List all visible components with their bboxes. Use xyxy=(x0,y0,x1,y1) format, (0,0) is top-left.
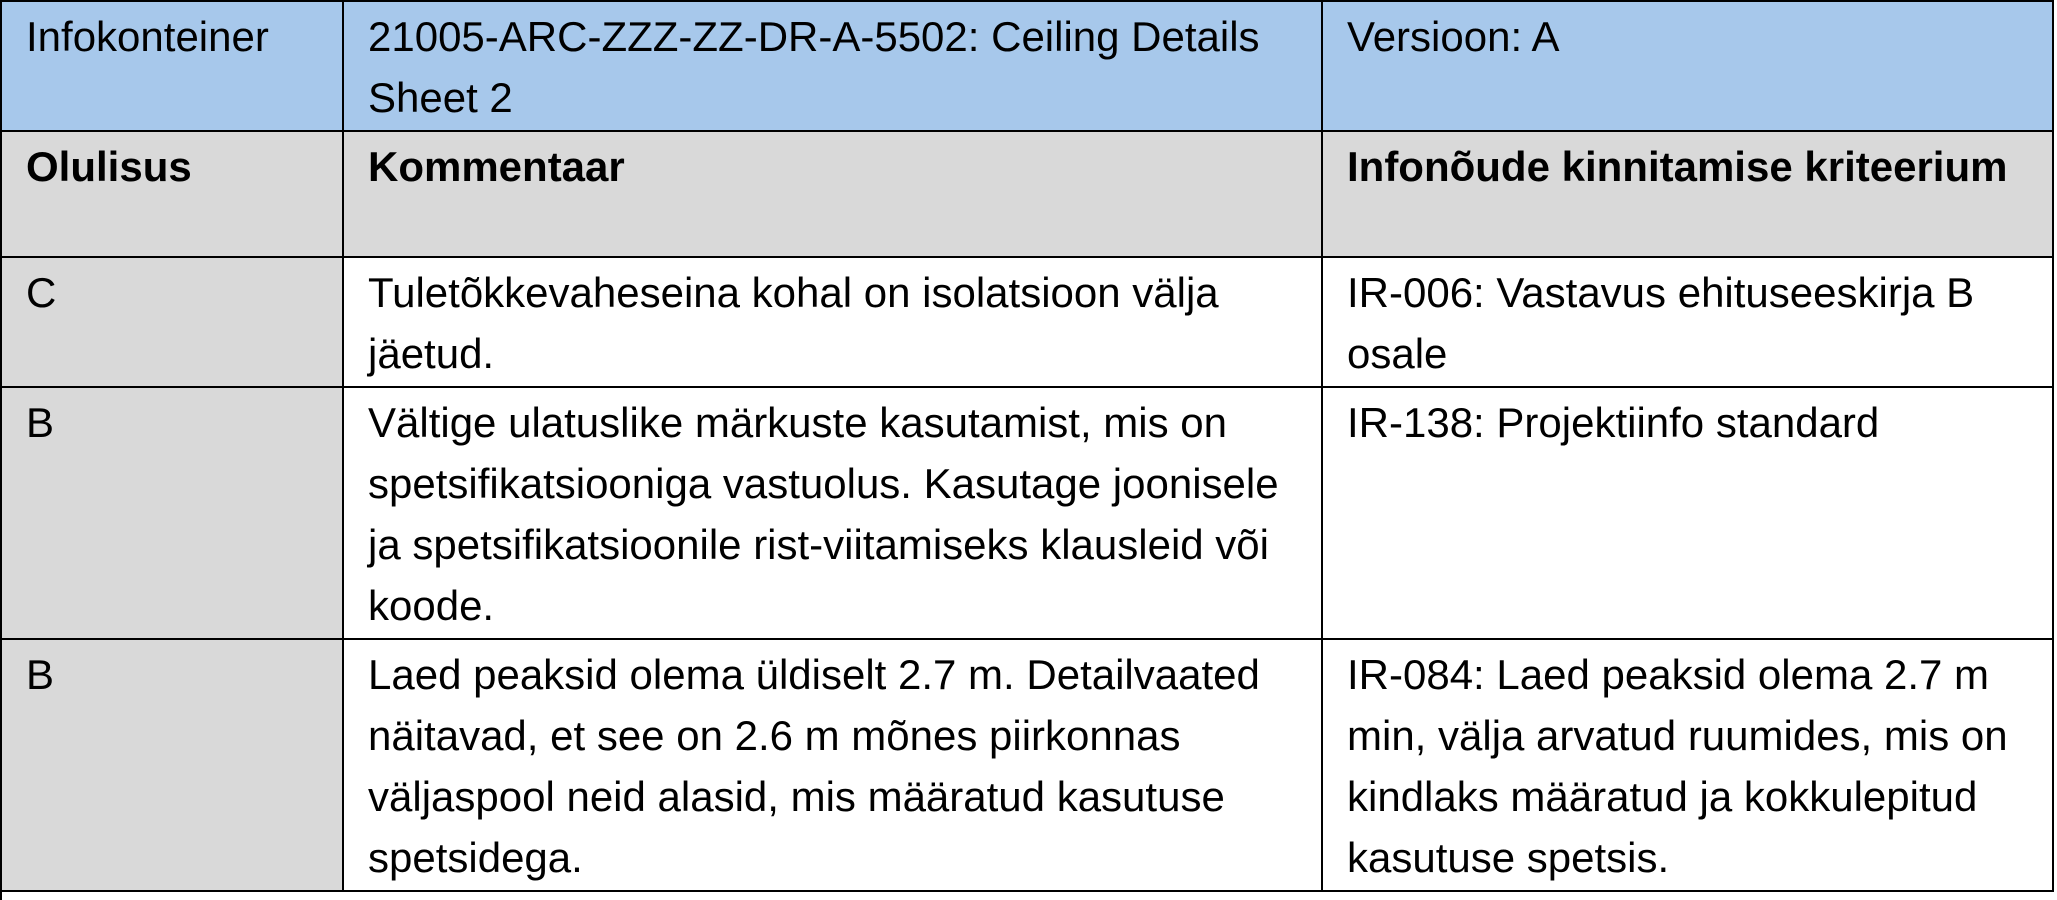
table-row xyxy=(1,257,2053,387)
table-row xyxy=(1,639,2053,891)
importance-cell: B xyxy=(1,639,343,891)
importance-cell: B xyxy=(1,387,343,639)
criterion-cell: IR-084: Laed peaksid olema 2.7 m min, välja arvatud ruumides, mis on kindlaks määratud ja kokkulepitud kasutuse spetsis. xyxy=(1322,639,2053,891)
info-container-header-row xyxy=(1,1,2053,131)
table-continuation-border xyxy=(0,892,2052,900)
document-title: 21005-ARC-ZZZ-ZZ-DR-A-5502: Ceiling Details Sheet 2 xyxy=(343,1,1322,131)
criterion-cell: IR-006: Vastavus ehituseeskirja B osale xyxy=(1322,257,2053,387)
info-container-label: Infokonteiner xyxy=(1,1,343,131)
importance-cell: C xyxy=(1,257,343,387)
comment-cell: Vältige ulatuslike märkuste kasutamist, mis on spetsifikatsiooniga vastuolus. Kasutage joonisele ja spetsifikatsioonile rist-viitamiseks klausleid või koode. xyxy=(343,387,1322,639)
column-header-importance: Olulisus xyxy=(1,131,343,257)
column-header-criterion: Infonõude kinnitamise kriteerium xyxy=(1322,131,2053,257)
column-header-comment: Kommentaar xyxy=(343,131,1322,257)
comment-cell: Tuletõkkevaheseina kohal on isolatsioon välja jäetud. xyxy=(343,257,1322,387)
table-row xyxy=(1,387,2053,639)
version-label: Versioon: A xyxy=(1322,1,2053,131)
comment-cell: Laed peaksid olema üldiselt 2.7 m. Detailvaated näitavad, et see on 2.6 m mõnes piirkonnas väljaspool neid alasid, mis määratud kasutuse spetsidega. xyxy=(343,639,1322,891)
column-header-row xyxy=(1,131,2053,257)
criterion-cell: IR-138: Projektiinfo standard xyxy=(1322,387,2053,639)
